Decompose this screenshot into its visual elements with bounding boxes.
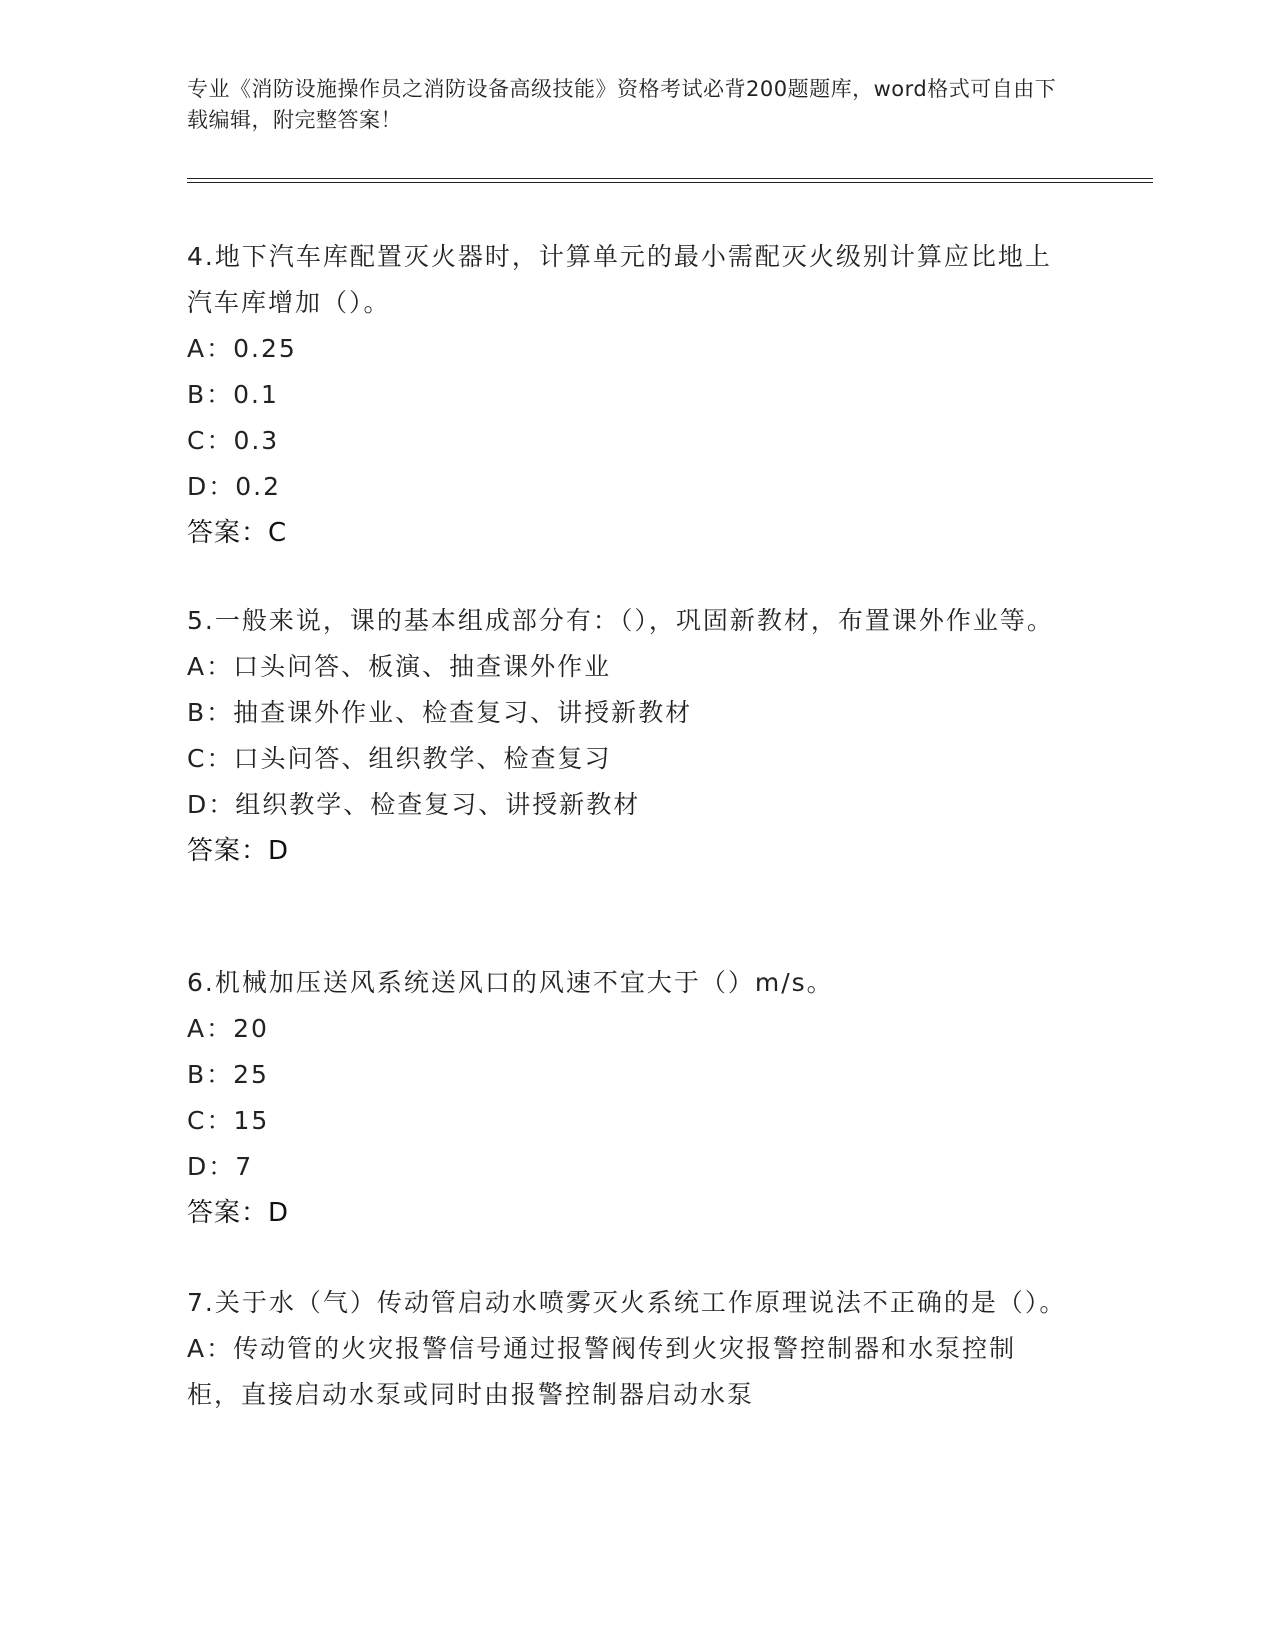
question-4 [187,234,1067,556]
answer: 答案：C [187,518,288,548]
option-d: D：0.2 [187,472,282,501]
option-a: A：0.25 [187,334,297,363]
answer: 答案：D [187,1198,290,1228]
option-c: C：0.3 [187,426,280,455]
question-stem: 4.地下汽车库配置灭火器时，计算单元的最小需配灭火级别计算应比地上汽车库增加（）。 [187,242,1052,317]
option-a: A：传动管的火灾报警信号通过报警阀传到火灾报警控制器和水泵控制柜，直接启动水泵或同时由报警控制器启动水泵 [187,1334,1017,1409]
option-d: D：7 [187,1152,254,1181]
option-a: A：20 [187,1014,269,1043]
question-6 [187,960,1067,1236]
question-stem: 7.关于水（气）传动管启动水喷雾灭火系统工作原理说法不正确的是（）。 [187,1288,1067,1317]
document-header: 专业《消防设施操作员之消防设备高级技能》资格考试必背200题题库，word格式可自由下载编辑，附完整答案！ [187,77,1057,132]
question-7 [187,1280,1067,1418]
option-b: B：0.1 [187,380,279,409]
option-d: D：组织教学、检查复习、讲授新教材 [187,790,641,819]
option-a: A：口头问答、板演、抽查课外作业 [187,652,612,681]
question-stem: 6.机械加压送风系统送风口的风速不宜大于（）m/s。 [187,968,834,997]
header-rule-bottom [187,182,1153,183]
question-stem: 5.一般来说，课的基本组成部分有：（），巩固新教材，布置课外作业等。 [187,606,1054,635]
answer: 答案：D [187,836,290,866]
option-c: C：口头问答、组织教学、检查复习 [187,744,612,773]
header-rule-top [187,178,1153,179]
option-b: B：抽查课外作业、检查复习、讲授新教材 [187,698,693,727]
option-c: C：15 [187,1106,270,1135]
question-5 [187,598,1067,874]
option-b: B：25 [187,1060,269,1089]
